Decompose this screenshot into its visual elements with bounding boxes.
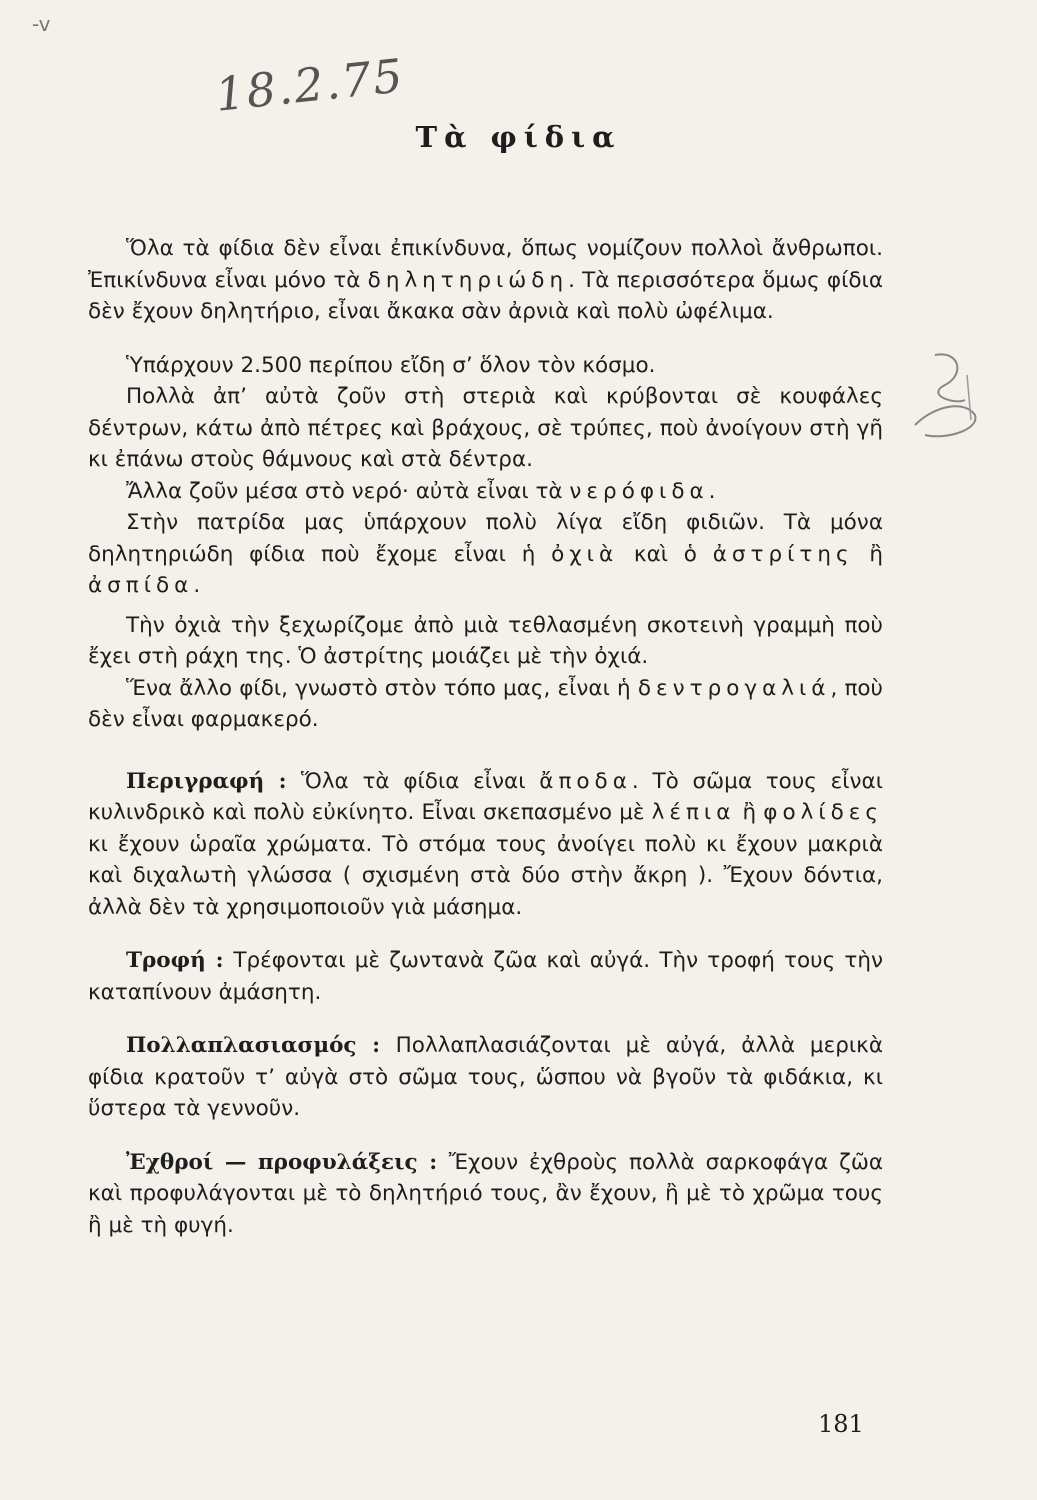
spaced-term: νερόφιδα <box>569 478 709 504</box>
corner-pencil-mark: -v <box>32 12 51 36</box>
section-lead: Ἐχθροί — προφυλάξεις : <box>126 1149 449 1175</box>
section-lead: Πολλαπλασιασμός : <box>126 1033 396 1058</box>
spaced-term: δεντρογαλιά <box>637 675 831 701</box>
paragraph-enemies: Ἐχθροί — προφυλάξεις : Ἔχουν ἐχθροὺς πολλὰ σαρκοφάγα ζῶα καὶ προφυλάγονται μὲ τὸ δηλητήριό τους, ἂν ἔχουν, ἢ μὲ τὸ χρῶμα τους ἢ μὲ τὴ φυγή. <box>88 1149 884 1238</box>
paragraph-greek-species: Στὴν πατρίδα μας ὑπάρχουν πολὺ λίγα εἴδη φιδιῶν. Τὰ μόνα δηλητηριώδη φίδια ποὺ ἔχομε εἶναι ἡ ὀχιὰ καὶ ὁ ἀστρίτης ἢ ἀσπίδα. <box>88 510 883 598</box>
paragraph-habitat: Πολλὰ ἀπ’ αὐτὰ ζοῦν στὴ στεριὰ καὶ κρύβονται σὲ κουφάλες δέντρων, κάτω ἀπὸ πέτρες καὶ βράχους, σὲ τρύπες, ποὺ ἀνοίγουν στὴ γῆ κι ἐπάνω στοὺς θάμνους καὶ στὰ δέντρα. <box>88 384 883 472</box>
spaced-term: φολίδες <box>763 800 884 825</box>
spaced-term: λέπια <box>651 800 736 825</box>
paragraph-water-snakes: Ἄλλα ζοῦν μέσα στὸ νερό· αὐτὰ εἶναι τὰ νερόφιδα. <box>126 478 716 504</box>
paragraph-tree-snake: Ἕνα ἄλλο φίδι, γνωστὸ στὸν τόπο μας, εἶναι ἡ δεντρογαλιά, ποὺ δὲν εἶναι φαρμακερό. <box>88 675 883 732</box>
spaced-term: ἀσπίδα <box>88 573 194 598</box>
section-lead: Τροφή : <box>126 948 234 973</box>
spaced-term: ὀχιὰ <box>551 541 619 567</box>
paragraph-food: Τροφή : Τρέφονται μὲ ζωντανὰ ζῶα καὶ αὐγά. Τὴν τροφή τους τὴν καταπίνουν ἀμάσητη. <box>88 948 883 1005</box>
handwritten-date: 18.2.75 <box>212 48 407 122</box>
paragraph-intro: Ὅλα τὰ φίδια δὲν εἶναι ἐπικίνδυνα, ὅπως νομίζουν πολλοὶ ἄνθρωποι. Ἐπικίνδυνα εἶναι μόνο τὰ δηλητηριώδη. Τὰ περισσότερα ὅμως φίδια δὲν ἔχουν δηλητήριο, εἶναι ἄκακα σὰν ἀρνιὰ καὶ πολὺ ὠφέλιμα. <box>88 236 883 324</box>
paragraph-description: Περιγραφή : Ὅλα τὰ φίδια εἶναι ἄποδα. Τὸ σῶμα τους εἶναι κυλινδρικὸ καὶ πολὺ εὐκίνητο. Εἶναι σκεπασμένο μὲ λέπια ἢ φολίδες κι ἔχουν ὡραῖα χρώματα. Τὸ στόμα τους ἀνοίγει πολὺ κι ἔχουν μακριὰ καὶ διχαλωτὴ γλώσσα ( σχισμένη στὰ δύο στὴν ἄκρη ). Ἔχουν δόντια, ἀλλὰ δὲν τὰ χρησιμοποιοῦν γιὰ μάσημα. <box>88 768 884 920</box>
paragraph-viper: Τὴν ὀχιὰ τὴν ξεχωρίζομε ἀπὸ μιὰ τεθλασμένη σκοτεινὴ γραμμὴ ποὺ ἔχει στὴ ράχη της. Ὁ ἀστρίτης μοιάζει μὲ τὴν ὀχιά. <box>88 612 883 669</box>
page-number: 181 <box>818 1410 864 1438</box>
spaced-term: ἄποδα <box>539 768 632 794</box>
margin-scribble-icon <box>905 345 985 455</box>
section-lead: Περιγραφή : <box>126 768 301 794</box>
paragraph-reproduction: Πολλαπλασιασμός : Πολλαπλασιάζονται μὲ αὐγά, ἀλλὰ μερικὰ φίδια κρατοῦν τ’ αὐγὰ στὸ σῶμα τους, ὥσπου νὰ βγοῦν τὰ φιδάκια, κι ὕστερα τὰ γεννοῦν. <box>88 1033 883 1121</box>
paragraph-species-count: Ὑπάρχουν 2.500 περίπου εἴδη σ’ ὅλον τὸν κόσμο. <box>126 352 656 378</box>
page-title: Τὰ φίδια <box>415 120 622 154</box>
spaced-term: δηλητηριώδη <box>367 267 569 293</box>
article-body <box>88 233 883 1241</box>
spaced-term: ἀστρίτης <box>712 541 854 567</box>
